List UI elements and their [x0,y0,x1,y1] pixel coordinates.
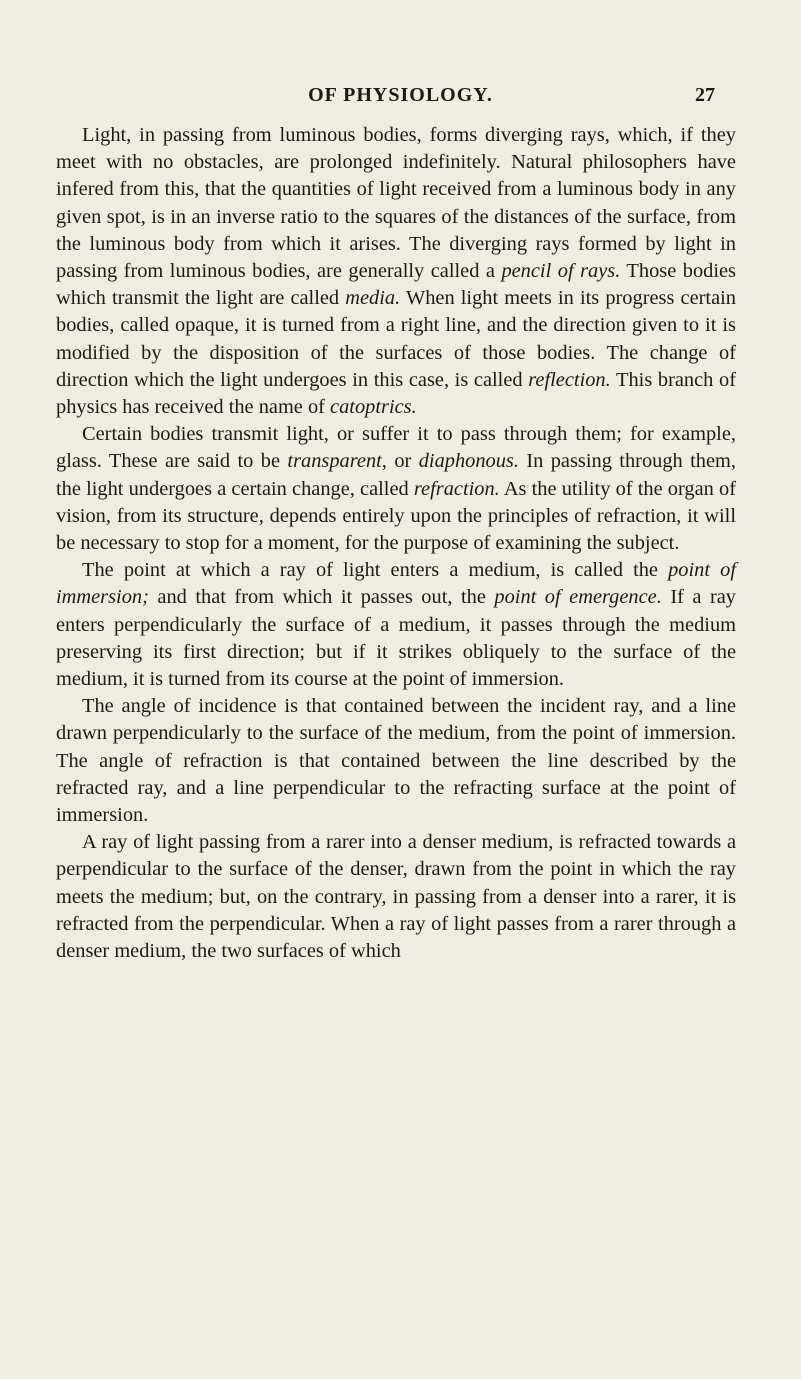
text-run: and that from which it passes out, the [148,586,495,609]
paragraph [56,421,736,557]
italic-term: pencil of rays. [501,260,621,283]
paragraph [56,122,736,421]
italic-term: diaphonous. [418,450,519,473]
italic-term: catoptrics. [330,396,417,419]
italic-term: point of immersion; [56,559,737,609]
text-run: Light, in passing from luminous bodies, forms diverging rays, which, if they meet with no obstacles, are prolonged indefinitely. Natural philosophers have infered from this, that the quantities of light received from a luminous body in any given spot, is in an inverse ratio to the squares of the distances of the surface, from the luminous body from which it arises. The diverging rays formed by light in passing from luminous bodies, are generally called a [56,124,736,283]
italic-term: reflection. [528,368,611,391]
text-run: In passing through them, the light undergoes a certain change, called [56,450,736,500]
page-number: 27 [695,84,715,106]
running-head [0,84,801,114]
paragraph [56,829,736,965]
text-run: If a ray enters perpendicularly the surface of a medium, it passes through the medium preserving its first direction; but if it strikes obliquely to the surface of the medium, it is turned from its course at the point of immersion. [56,586,736,691]
text-run: The point at which a ray of light enters a medium, is called the [82,559,669,582]
text-run: As the utility of the organ of vision, from its structure, depends entirely upon the principles of refraction, it will be necessary to stop for a moment, for the purpose of examining the subject. [56,477,736,555]
italic-term: point of emergence. [494,586,662,609]
text-run: Those bodies which transmit the light are called [56,260,736,310]
italic-term: media. [345,287,401,310]
running-head-title: OF PHYSIOLOGY. [308,84,493,106]
text-run: or [386,450,419,473]
text-run: Certain bodies transmit light, or suffer it to pass through them; for example, glass. These are said to be [56,423,736,473]
text-run: The angle of incidence is that contained between the incident ray, and a line drawn perpendicularly to the surface of the medium, from the point of immersion. The angle of refraction is that contained between the line described by the refracted ray, and a line perpendicular to the refracting surface at the point of immersion. [56,695,736,827]
text-run: This branch of physics has received the name of [56,368,737,419]
italic-term: refraction. [413,477,500,500]
paragraph [56,557,736,693]
italic-term: transparent, [287,450,387,473]
body-text [56,122,736,965]
text-run: A ray of light passing from a rarer into a denser medium, is refracted towards a perpendicular to the surface of the denser, drawn from the point in which the ray meets the medium; but, on the contrary, in passing from a denser into a rarer, it is refracted from the perpendicular. When a ray of light passes from a rarer through a denser medium, the two surfaces of which [56,831,736,963]
text-run: When light meets in its progress certain bodies, called opaque, it is turned from a right line, and the direction given to it is modified by the disposition of the surfaces of those bodies. The change of direction which the light undergoes in this case, is called [56,287,737,391]
paragraph [56,693,736,829]
